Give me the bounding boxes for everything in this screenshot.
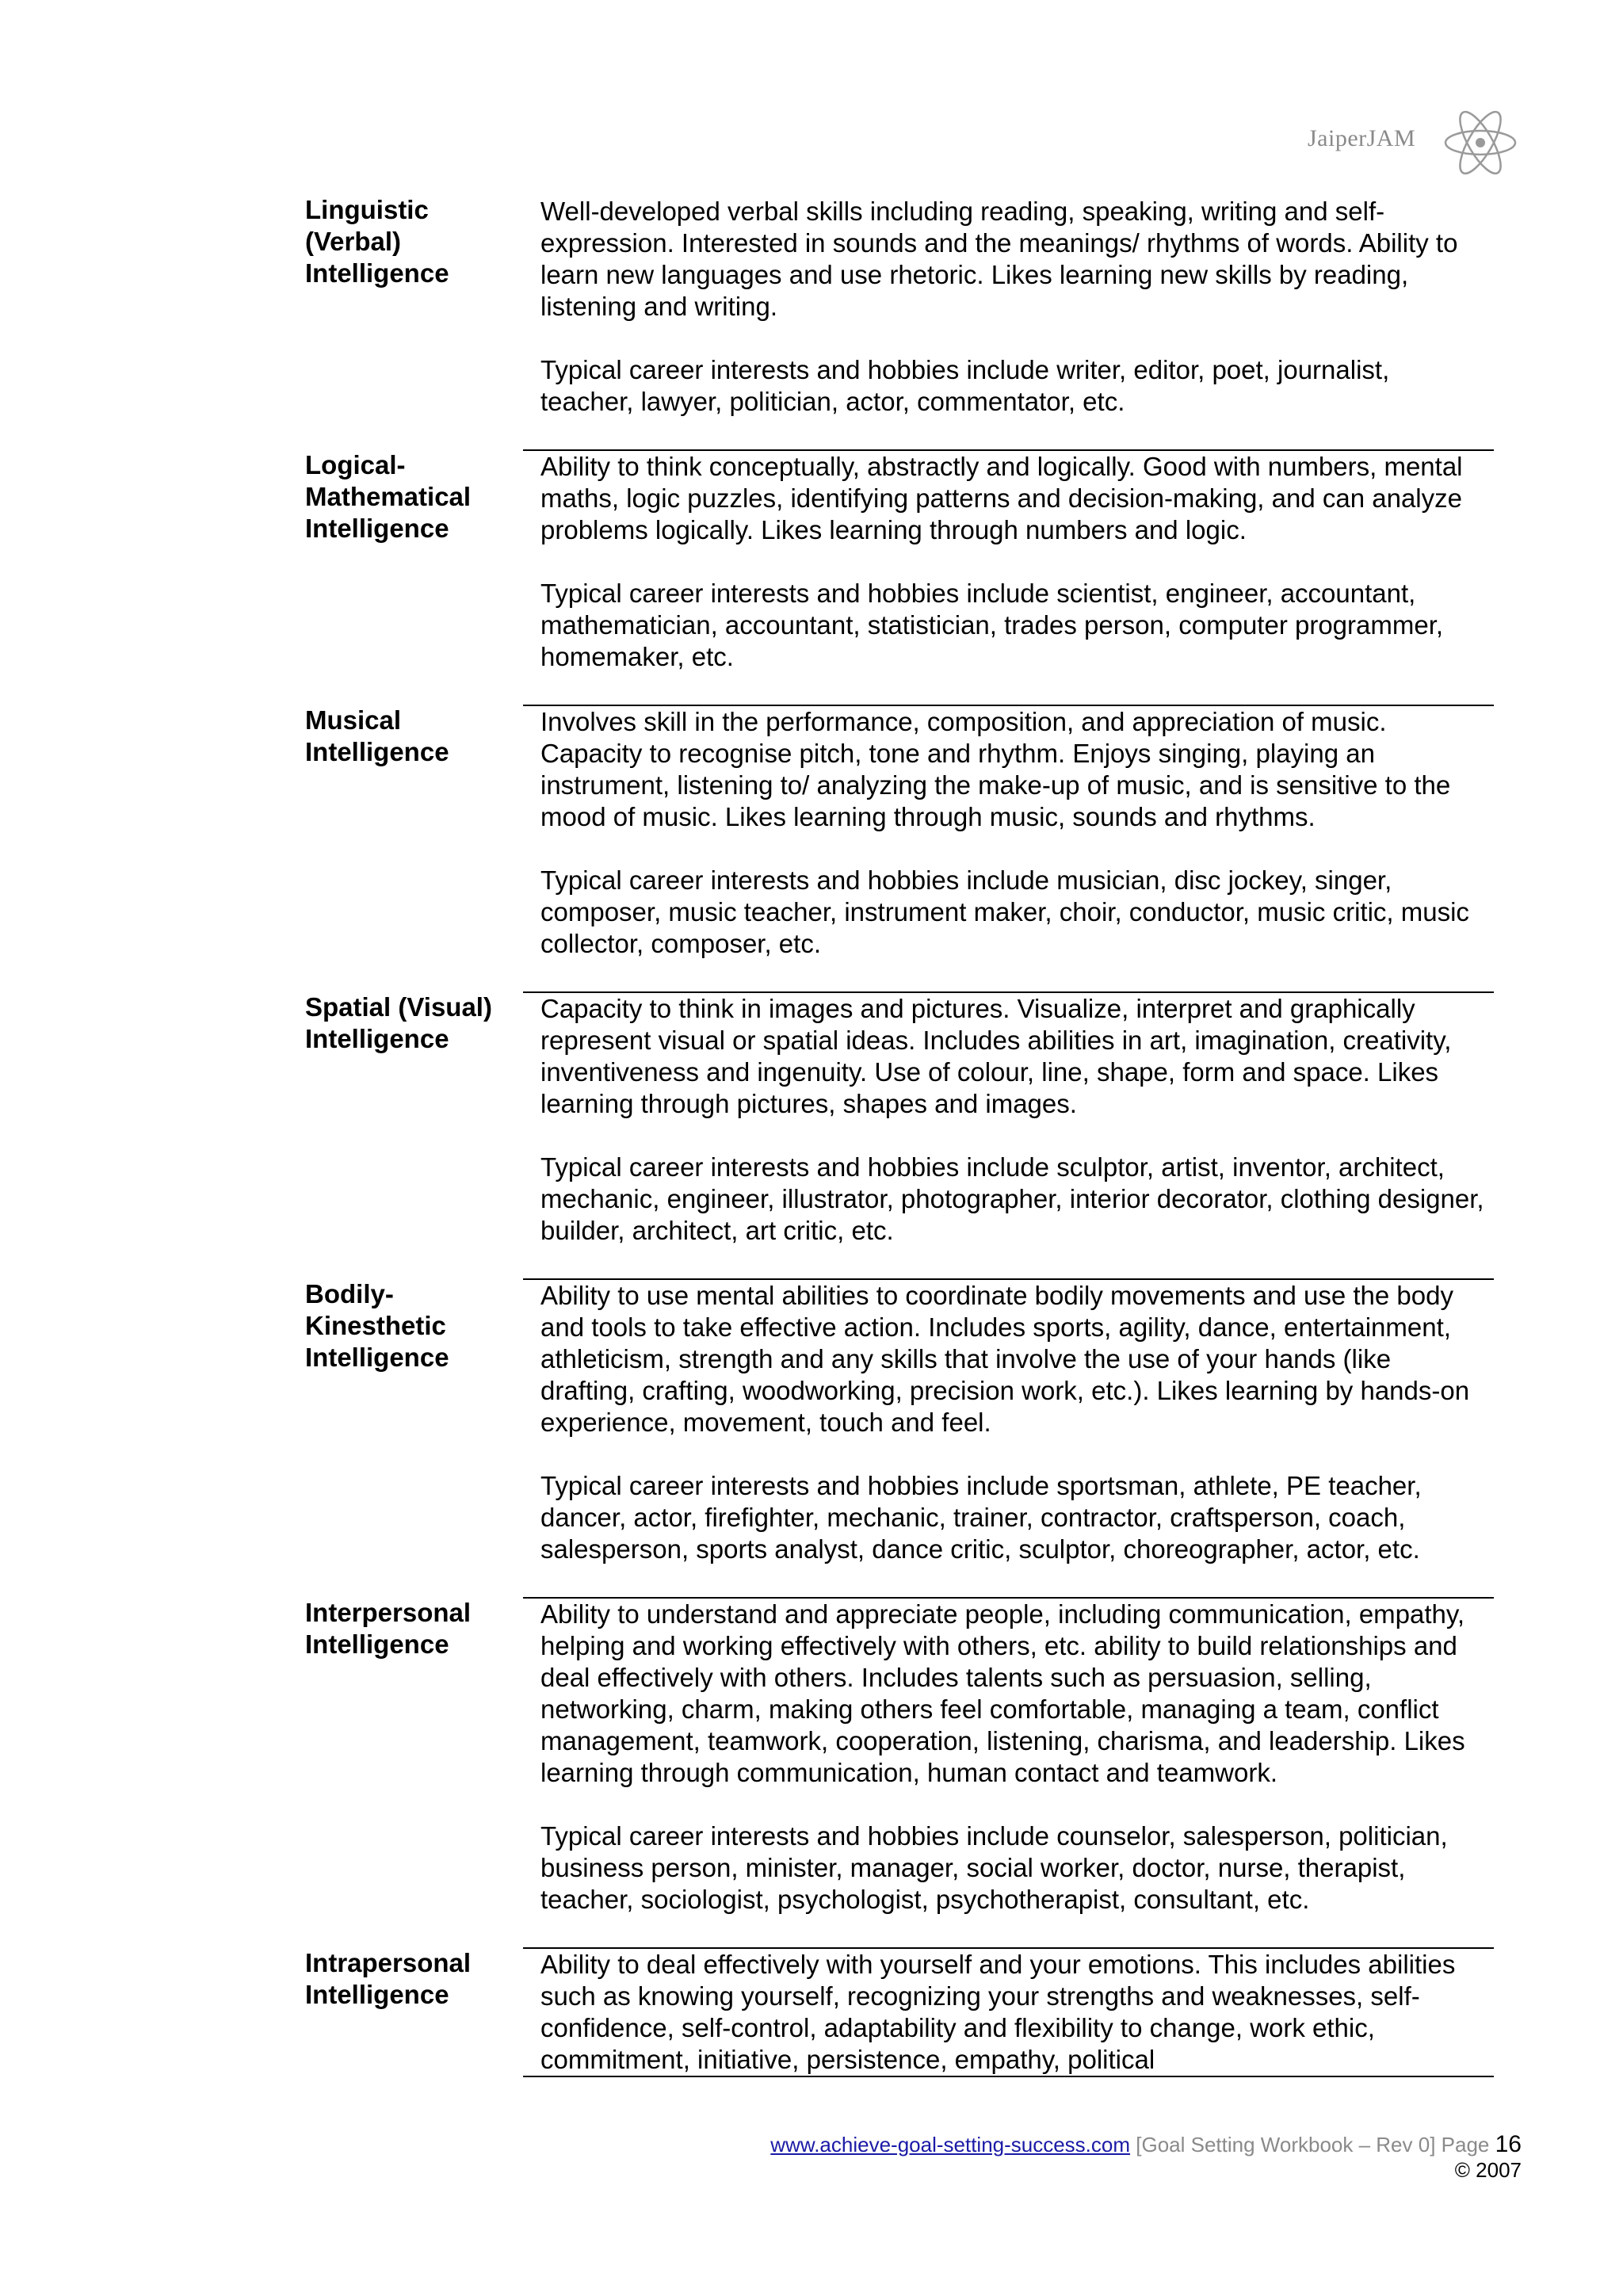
section-description: Ability to understand and appreciate people, including communication, empathy, helping and working effectively with others, etc. ability to build relationships and deal effectively with others. Includes talents such as persuasion, selling, networking, charm, making others feel comfortable, managing a team, conflict management, teamwork, cooperation, listening, charisma, and leadership. Likes learning through communication, human contact and teamwork. <box>540 1599 1465 1787</box>
table-bottom-rule <box>523 2076 1494 2077</box>
section-body <box>523 1947 1494 2076</box>
section-row-spatial <box>305 991 1494 1247</box>
section-row-intrapersonal <box>305 1947 1494 2076</box>
section-careers: Typical career interests and hobbies include scientist, engineer, accountant, mathematician, accountant, statistician, trades person, computer programmer, homemaker, etc. <box>540 579 1444 671</box>
section-label: Musical Intelligence <box>305 705 449 766</box>
website-link[interactable]: www.achieve-goal-setting-success.com <box>770 2133 1131 2157</box>
section-label: Bodily-Kinesthetic Intelligence <box>305 1279 449 1372</box>
page-word: Page <box>1441 2133 1490 2157</box>
section-description: Capacity to think in images and pictures. Visualize, interpret and graphically represent visual or spatial ideas. Includes abilities in art, imagination, creativity, inventiveness and ingenuity. Use of colour, line, shape, form and space. Likes learning through pictures, shapes and images. <box>540 994 1452 1118</box>
section-label: Logical-Mathematical Intelligence <box>305 450 472 543</box>
header-logo <box>1308 103 1522 182</box>
section-description: Ability to think conceptually, abstractly and logically. Good with numbers, mental maths, logic puzzles, identifying patterns and decision-making, and can analyze problems logically. Likes learning through numbers and logic. <box>540 452 1463 544</box>
section-row-interpersonal <box>305 1597 1494 1916</box>
section-label: Intrapersonal Intelligence <box>305 1948 472 2009</box>
section-description: Involves skill in the performance, composition, and appreciation of music. Capacity to recognise pitch, tone and rhythm. Enjoys singing, playing an instrument, listening to/ analyzing the make-up of music, and is sensitive to the mood of music. Likes learning through music, sounds and rhythms. <box>540 707 1451 831</box>
document-name: [Goal Setting Workbook – Rev 0] <box>1136 2133 1436 2157</box>
copyright: © 2007 <box>1454 2158 1522 2182</box>
footer-line <box>770 2132 1522 2157</box>
section-label: Interpersonal Intelligence <box>305 1598 472 1659</box>
section-row-musical <box>305 705 1494 960</box>
atom-icon <box>1441 103 1520 182</box>
section-careers: Typical career interests and hobbies include sculptor, artist, inventor, architect, mechanic, engineer, illustrator, photographer, interior decorator, clothing designer, builder, architect, art critic, etc. <box>540 1152 1484 1245</box>
section-description: Well-developed verbal skills including reading, speaking, writing and self-expression. Interested in sounds and the meanings/ rhythms of words. Ability to learn new languages and use rhetoric. Likes learning new skills by reading, listening and writing. <box>540 197 1458 321</box>
section-label: Linguistic (Verbal) Intelligence <box>305 195 449 288</box>
brand-name: JaiperJAM <box>1308 125 1416 151</box>
section-row-linguistic <box>305 194 1494 418</box>
section-careers: Typical career interests and hobbies include writer, editor, poet, journalist, teacher, lawyer, politician, actor, commentator, etc. <box>540 355 1390 416</box>
section-careers: Typical career interests and hobbies include sportsman, athlete, PE teacher, dancer, actor, firefighter, mechanic, trainer, contractor, craftsperson, coach, salesperson, sports analyst, dance critic, sculptor, choreographer, actor, etc. <box>540 1471 1422 1564</box>
section-careers: Typical career interests and hobbies include musician, disc jockey, singer, composer, music teacher, instrument maker, choir, conductor, music critic, music collector, composer, etc. <box>540 865 1469 958</box>
page-number: 16 <box>1495 2131 1522 2157</box>
section-description: Ability to use mental abilities to coordinate bodily movements and use the body and tools to take effective action. Includes sports, agility, dance, entertainment, athleticism, strength and any skills that involve the use of your hands (like drafting, crafting, woodworking, precision work, etc.). Likes learning by hands-on experience, movement, touch and feel. <box>540 1281 1470 1437</box>
section-body <box>523 194 1494 418</box>
section-body <box>523 1278 1494 1565</box>
section-row-logical-mathematical <box>305 449 1494 673</box>
section-body <box>523 705 1494 960</box>
section-body <box>523 1597 1494 1916</box>
page-footer <box>770 2132 1522 2183</box>
section-row-bodily-kinesthetic <box>305 1278 1494 1565</box>
intelligence-table <box>305 194 1494 2077</box>
section-body <box>523 449 1494 673</box>
section-body <box>523 991 1494 1247</box>
section-description: Ability to deal effectively with yourself and your emotions. This includes abilities such as knowing yourself, recognizing your strengths and weaknesses, self-confidence, self-control, adaptability and flexibility to change, work ethic, commitment, initiative, persistence, empathy, political <box>540 1950 1456 2074</box>
section-careers: Typical career interests and hobbies include counselor, salesperson, politician, business person, minister, manager, social worker, doctor, nurse, therapist, teacher, sociologist, psychologist, psychotherapist, consultant, etc. <box>540 1821 1448 1914</box>
section-label: Spatial (Visual) Intelligence <box>305 992 492 1053</box>
